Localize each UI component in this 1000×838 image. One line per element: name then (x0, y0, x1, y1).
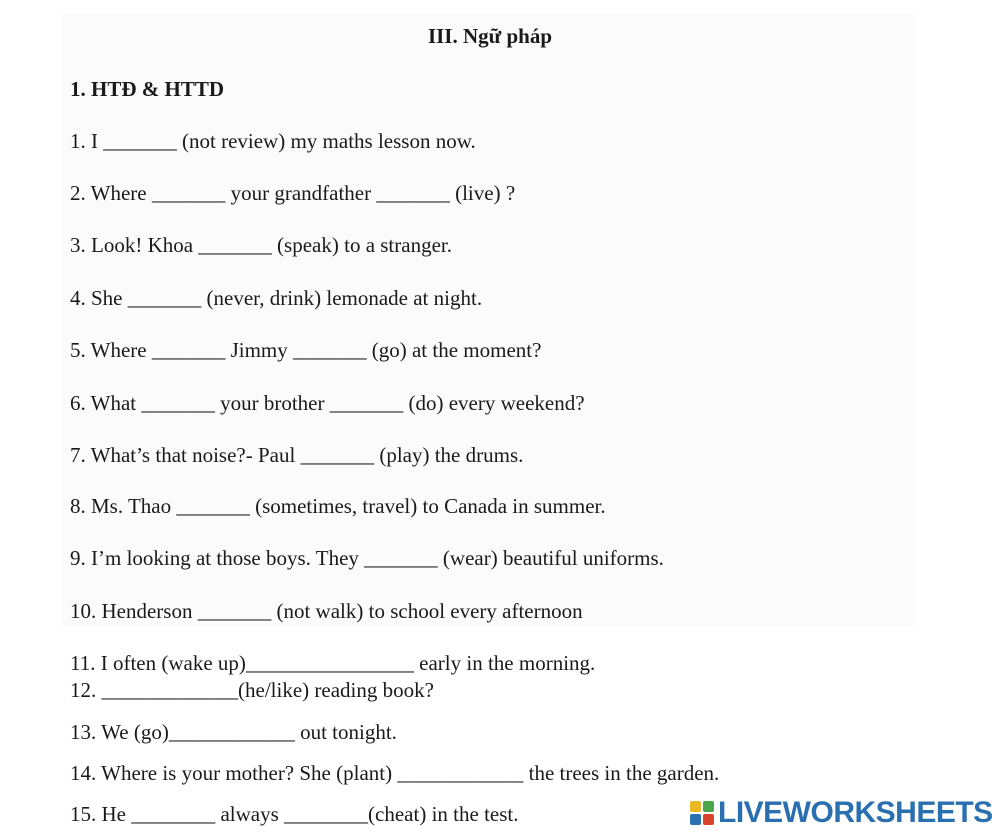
question-8: 8. Ms. Thao _______ (sometimes, travel) to Canada in summer. (70, 494, 606, 518)
logo-text: LIVEWORKSHEETS (718, 796, 993, 829)
question-12: 12. _____________(he/like) reading book? (70, 678, 434, 702)
logo-blocks-icon (690, 801, 714, 825)
question-13: 13. We (go)____________ out tonight. (70, 720, 397, 744)
question-4: 4. She _______ (never, drink) lemonade at night. (70, 286, 483, 310)
question-3: 3. Look! Khoa _______ (speak) to a stranger. (70, 233, 452, 257)
question-1: 1. I _______ (not review) my maths lesson now. (70, 129, 476, 153)
question-5: 5. Where _______ Jimmy _______ (go) at the moment? (70, 338, 542, 362)
question-2: 2. Where _______ your grandfather _______ (live) ? (70, 181, 516, 205)
liveworksheets-logo (690, 796, 993, 830)
question-15: 15. He ________ always ________(cheat) in the test. (70, 802, 519, 826)
question-14: 14. Where is your mother? She (plant) ____________ the trees in the garden. (70, 761, 720, 785)
section-heading: 1. HTĐ & HTTD (70, 77, 225, 101)
question-11: 11. I often (wake up)________________ early in the morning. (70, 651, 596, 675)
question-6: 6. What _______ your brother _______ (do) every weekend? (70, 391, 585, 415)
question-9: 9. I’m looking at those boys. They _______ (wear) beautiful uniforms. (70, 546, 664, 570)
worksheet-background (62, 14, 916, 626)
page-title: III. Ngữ pháp (427, 24, 553, 48)
question-7: 7. What’s that noise?- Paul _______ (play) the drums. (70, 443, 524, 467)
question-10: 10. Henderson _______ (not walk) to school every afternoon (70, 599, 583, 623)
